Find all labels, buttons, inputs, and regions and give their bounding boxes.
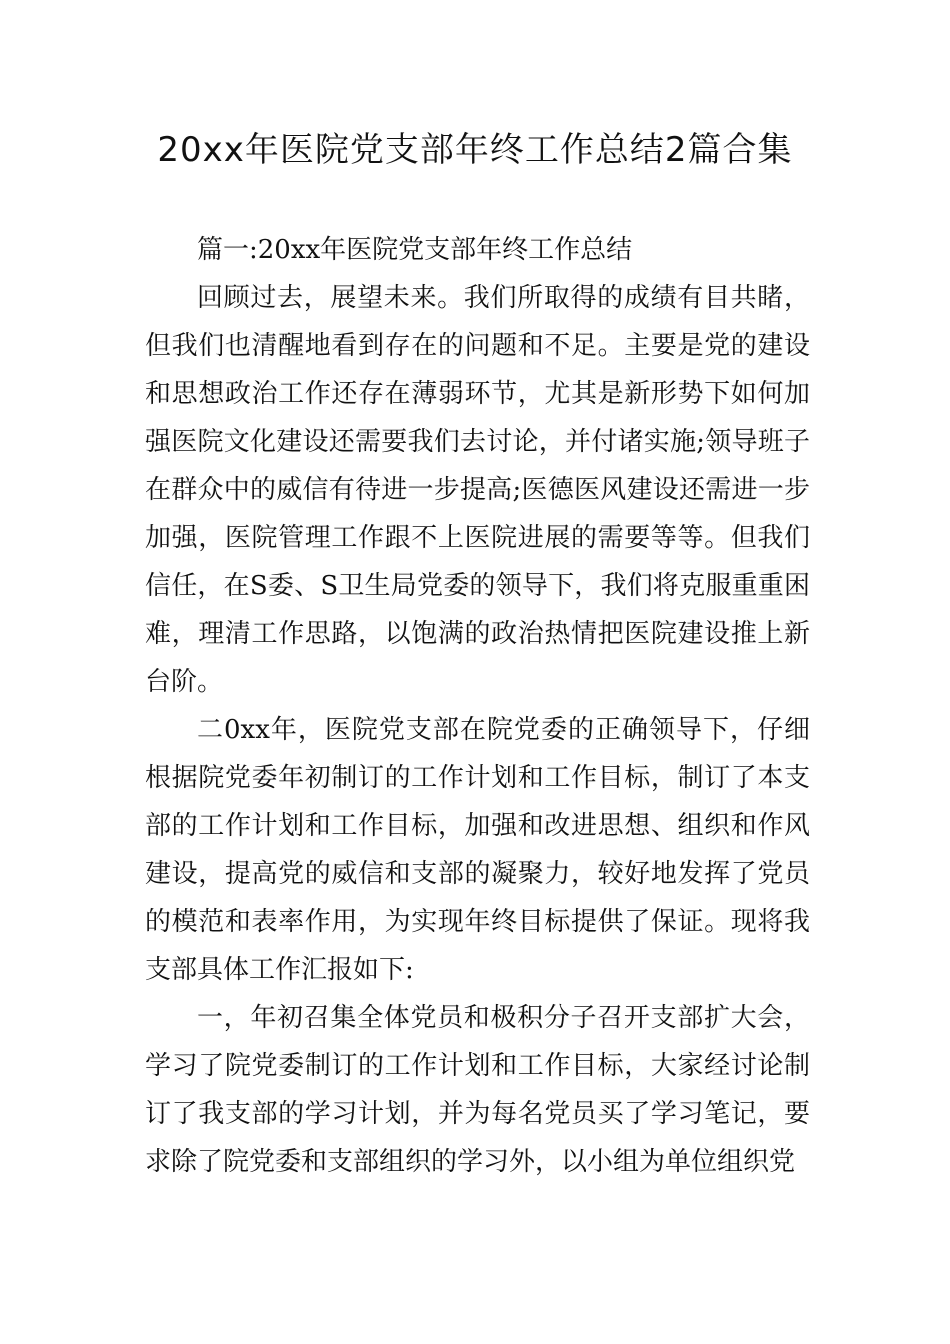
section-heading: 篇一:20xx年医院党支部年终工作总结 xyxy=(197,235,633,265)
document-title: 20xx年医院党支部年终工作总结2篇合集 xyxy=(157,130,793,170)
paragraph: 一，年初召集全体党员和极积分子召开支部扩大会，学习了院党委制订的工作计划和工作目标，大家经讨论制订了我支部的学习计划，并为每名党员买了学习笔记，要求除了院党委和支部组织的学习外，以小组为单位组织党 xyxy=(145,1003,810,1177)
document-body xyxy=(145,226,810,1186)
paragraph: 回顾过去，展望未来。我们所取得的成绩有目共睹，但我们也清醒地看到存在的问题和不足。主要是党的建设和思想政治工作还存在薄弱环节，尤其是新形势下如何加强医院文化建设还需要我们去讨论，并付诸实施;领导班子在群众中的威信有待进一步提高;医德医风建设还需进一步加强，医院管理工作跟不上医院进展的需要等等。但我们信任，在S委、S卫生局党委的领导下，我们将克服重重困难，理清工作思路，以饱满的政治热情把医院建设推上新台阶。 xyxy=(145,283,810,697)
paragraph: 二0xx年，医院党支部在院党委的正确领导下，仔细根据院党委年初制订的工作计划和工作目标，制订了本支部的工作计划和工作目标，加强和改进思想、组织和作风建设，提高党的威信和支部的凝聚力，较好地发挥了党员的模范和表率作用，为实现年终目标提供了保证。现将我支部具体工作汇报如下: xyxy=(145,715,810,985)
